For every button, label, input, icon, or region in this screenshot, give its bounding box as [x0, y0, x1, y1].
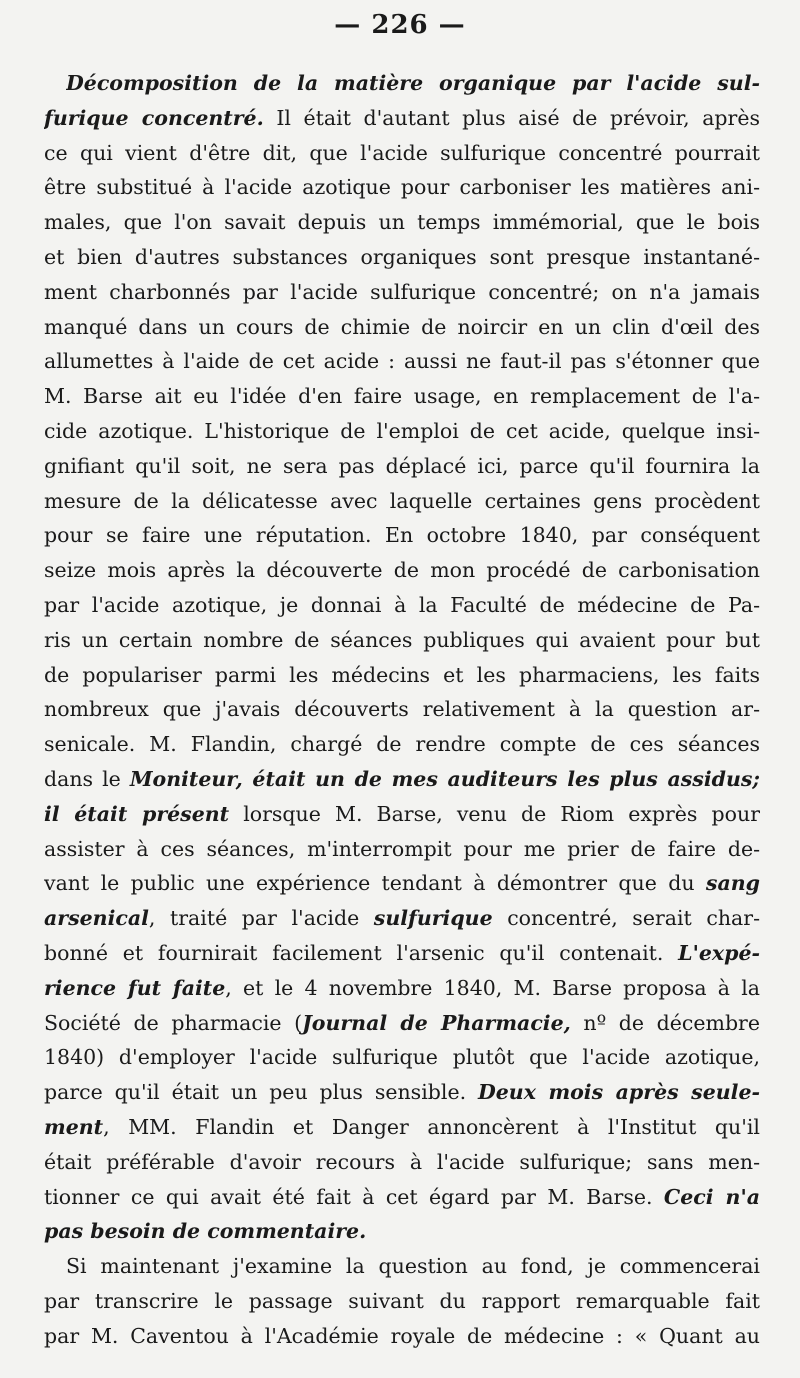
text-line: [44, 588, 760, 623]
text-line: [44, 518, 760, 553]
text-span: tionner ce qui avait été fait à cet égard par M. Barse.: [44, 1184, 664, 1209]
text-span: Société de pharmacie (: [44, 1010, 303, 1035]
text-line: [44, 484, 760, 519]
text-line: [66, 66, 760, 101]
text-line: [44, 379, 760, 414]
text-span: par transcrire le passage suivant du rapport remarquable fait: [44, 1289, 760, 1313]
text-span: mesure de la délicatesse avec laquelle certaines gens procèdent: [44, 488, 760, 513]
text-line: [44, 1180, 760, 1215]
text-span: par M. Caventou à l'Académie royale de médecine : « Quant au: [44, 1323, 760, 1348]
text-line: [44, 623, 760, 658]
text-span: assister à ces séances, m'interrompit pour me prier de faire de-: [44, 836, 760, 861]
text-span: senicale. M. Flandin, chargé de rendre compte de ces séances: [44, 732, 760, 757]
text-line: [44, 136, 760, 171]
italic-text: sulfurique: [373, 906, 493, 931]
text-span: gnifiant qu'il soit, ne sera pas déplacé ici, parce qu'il fournira la: [44, 453, 760, 478]
italic-text: Deux mois après seule-: [477, 1080, 760, 1105]
text-line: [44, 449, 760, 484]
text-line: [44, 1006, 760, 1041]
text-line: [44, 866, 760, 901]
text-span: être substitué à l'acide azotique pour carboniser les matières ani-: [44, 175, 760, 200]
text-span: allumettes à l'aide de cet acide : aussi ne faut-il pas s'étonner que: [44, 349, 760, 374]
text-span: cide azotique. L'historique de l'emploi de cet acide, quelque insi-: [44, 419, 760, 443]
text-span: ment charbonnés par l'acide sulfurique concentré; on n'a jamais: [44, 279, 760, 304]
text-span: males, que l'on savait depuis un temps immémorial, que le bois: [44, 210, 760, 235]
text-span: Si maintenant j'examine la question au fond, je commencerai: [66, 1254, 760, 1279]
text-span: , MM. Flandin et Danger annoncèrent à l'Institut qu'il: [103, 1115, 760, 1139]
text-span: et bien d'autres substances organiques sont presque instantané-: [44, 245, 760, 269]
italic-text: Décomposition de la matière organique par l'acide sul-: [66, 71, 760, 95]
italic-text: furique concentré.: [44, 105, 264, 130]
text-span: , traité par l'acide: [148, 906, 374, 931]
text-line: [44, 275, 760, 310]
text-line: [44, 205, 760, 240]
text-line: [44, 1040, 760, 1075]
text-line: [44, 1214, 760, 1249]
italic-text: ment: [44, 1115, 104, 1139]
text-span: nº de décembre: [570, 1010, 760, 1035]
text-line: [44, 344, 760, 379]
text-line: [44, 1284, 760, 1319]
text-span: ce qui vient d'être dit, que l'acide sulfurique concentré pourrait: [44, 140, 760, 165]
text-line: [44, 797, 760, 832]
text-span: , et le 4 novembre 1840, M. Barse proposa à la: [225, 975, 760, 1000]
text-line: [44, 762, 760, 797]
text-line: [44, 1110, 760, 1145]
page-number: — 226 —: [334, 10, 466, 40]
italic-text: Moniteur, était un de mes auditeurs les plus assidus;: [129, 767, 760, 791]
text-span: lorsque M. Barse, venu de Riom exprès pour: [229, 801, 760, 826]
italic-text: sang: [705, 871, 760, 896]
text-line: [44, 1145, 760, 1180]
text-span: nombreux que j'avais découverts relativement à la question ar-: [44, 697, 760, 722]
text-span: par l'acide azotique, je donnai à la Faculté de médecine de Pa-: [44, 593, 760, 617]
text-span: était préférable d'avoir recours à l'acide sulfurique; sans men-: [44, 1149, 760, 1174]
text-span: de populariser parmi les médecins et les pharmaciens, les faits: [44, 662, 760, 687]
text-span: seize mois après la découverte de mon procédé de carbonisation: [44, 558, 760, 583]
text-line: [44, 101, 760, 136]
text-span: parce qu'il était un peu plus sensible.: [44, 1080, 478, 1105]
text-line: [44, 832, 760, 867]
text-line: [44, 240, 760, 275]
italic-text: rience fut faite: [44, 975, 226, 1000]
text-line: [44, 553, 760, 588]
italic-text: pas besoin de commentaire.: [44, 1219, 367, 1244]
text-line: [44, 310, 760, 345]
text-span: manqué dans un cours de chimie de noircir en un clin d'œil des: [44, 314, 760, 339]
text-span: pour se faire une réputation. En octobre 1840, par conséquent: [44, 523, 760, 548]
text-line: [44, 1319, 760, 1354]
text-span: concentré, serait char-: [492, 906, 760, 931]
italic-text: Ceci n'a: [663, 1184, 760, 1209]
italic-text: L'expé-: [678, 941, 760, 965]
text-span: vant le public une expérience tendant à démontrer que du: [44, 871, 706, 896]
italic-text: Journal de Pharmacie,: [302, 1010, 571, 1035]
text-line: [66, 1249, 760, 1284]
italic-text: il était présent: [44, 801, 230, 826]
text-line: [44, 414, 760, 449]
text-line: [44, 170, 760, 205]
text-span: bonné et fournirait facilement l'arsenic qu'il contenait.: [44, 941, 679, 965]
text-line: [44, 936, 760, 971]
text-line: [44, 658, 760, 693]
text-line: [44, 727, 760, 762]
text-span: Il était d'autant plus aisé de prévoir, après: [263, 105, 760, 130]
text-line: [44, 692, 760, 727]
text-span: dans le: [44, 767, 130, 791]
text-span: 1840) d'employer l'acide sulfurique plutôt que l'acide azotique,: [44, 1045, 760, 1070]
text-span: ris un certain nombre de séances publiques qui avaient pour but: [44, 627, 760, 652]
italic-text: arsenical: [44, 906, 149, 931]
text-line: [44, 971, 760, 1006]
text-line: [44, 901, 760, 936]
text-span: M. Barse ait eu l'idée d'en faire usage, en remplacement de l'a-: [44, 384, 760, 409]
text-line: [44, 1075, 760, 1110]
